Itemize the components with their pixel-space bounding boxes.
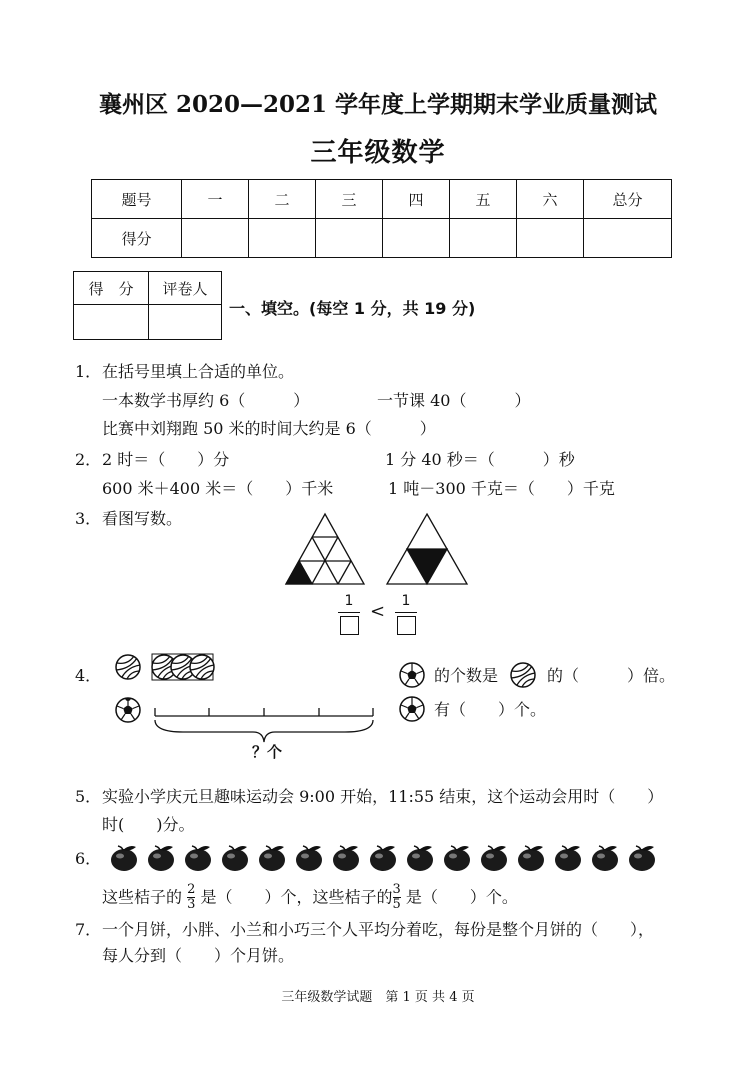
orange-icon — [592, 846, 618, 871]
fraction — [393, 883, 401, 913]
fraction-numerator: 1 — [401, 593, 411, 609]
grader-box — [73, 271, 222, 340]
question-number: 2． — [75, 450, 102, 469]
triangle-quarters — [387, 514, 467, 584]
soccer-ball-icon — [116, 698, 140, 722]
score-input-cell[interactable] — [584, 219, 672, 258]
answer-box[interactable] — [340, 616, 359, 635]
volleyball-icon — [509, 661, 537, 689]
q4-diagram — [113, 650, 383, 760]
volleyball-icon — [116, 655, 140, 679]
score-table-cell: 五 — [450, 180, 517, 219]
question-text: 在括号里填上合适的单位。 — [102, 362, 295, 381]
question-number: 1． — [75, 362, 102, 381]
score-table-cell: 总分 — [584, 180, 672, 219]
orange-icon — [518, 846, 544, 871]
brace — [155, 720, 373, 742]
score-table-cell: 得分 — [92, 219, 182, 258]
orange-icon — [555, 846, 581, 871]
soccer-ball-icon — [398, 695, 426, 723]
question-text: 的（ ）倍。 — [547, 666, 676, 685]
fraction-numerator: 3 — [392, 882, 401, 897]
question-text: 每人分到（ ）个月饼。 — [102, 946, 295, 965]
fraction-denominator: 5 — [392, 897, 401, 913]
page-footer: 三年级数学试题 第 1 页 共 4 页 — [281, 990, 475, 1005]
section-title: 一、填空。(每空 1 分，共 19 分) — [229, 299, 476, 318]
exam-subtitle: 三年级数学 — [310, 138, 446, 168]
question-number: 3． — [75, 509, 102, 528]
fraction-numerator: 2 — [187, 882, 196, 897]
question-text: 一个月饼，小胖、小兰和小巧三个人平均分着吃，每份是整个月饼的（ ）， — [102, 920, 655, 939]
question-number: 4． — [75, 666, 102, 685]
score-table-cell: 三 — [316, 180, 383, 219]
score-table-score-row — [92, 219, 672, 258]
fraction-comparison — [334, 593, 424, 639]
segment-line — [155, 708, 373, 716]
brace-label: ？个 — [252, 743, 283, 761]
orange-icon — [111, 846, 137, 871]
orange-icon — [185, 846, 211, 871]
fraction-bar — [395, 612, 417, 613]
score-table — [91, 179, 672, 258]
question-text: 看图写数。 — [102, 509, 183, 528]
question-text: 是（ ）个。 — [405, 887, 518, 907]
score-input-cell[interactable] — [450, 219, 517, 258]
score-input-cell[interactable] — [249, 219, 316, 258]
question-item: 600 米＋400 米＝（ ）千米 — [102, 479, 334, 498]
fraction-numerator: 1 — [344, 593, 354, 609]
fraction-triangles-figure — [284, 510, 476, 590]
question-number: 6． — [75, 849, 102, 868]
grader-score-label: 得 分 — [74, 272, 149, 305]
score-table-cell: 题号 — [92, 180, 182, 219]
score-input-cell[interactable] — [383, 219, 450, 258]
score-table-cell: 一 — [182, 180, 249, 219]
orange-icon — [444, 846, 470, 871]
orange-icon — [148, 846, 174, 871]
question-item: 2 时＝（ ）分 — [102, 450, 230, 469]
exam-title: 襄州区 2020—2021 学年度上学期期末学业质量测试 — [98, 91, 658, 118]
question-item: 比赛中刘翔跑 50 米的时间大约是 6（ ） — [102, 419, 436, 438]
question-item: 1 吨－300 千克＝（ ）千克 — [388, 479, 615, 498]
orange-icon — [481, 846, 507, 871]
orange-icon — [296, 846, 322, 871]
grader-score-cell[interactable] — [74, 305, 149, 340]
orange-icon — [407, 846, 433, 871]
orange-icon — [333, 846, 359, 871]
fraction — [187, 883, 195, 913]
question-text: 这些桔子的 — [102, 887, 183, 907]
oranges-row — [108, 843, 668, 873]
triangle-ninths — [286, 514, 364, 584]
score-input-cell[interactable] — [517, 219, 584, 258]
grader-name-label: 评卷人 — [149, 272, 222, 305]
question-text: 实验小学庆元旦趣味运动会 9:00 开始，11:55 结束，这个运动会用时（ ） — [102, 787, 664, 806]
question-item: 1 分 40 秒＝（ ）秒 — [385, 450, 575, 469]
volleyball-icon — [190, 655, 214, 679]
score-table-cell: 四 — [383, 180, 450, 219]
orange-icon — [222, 846, 248, 871]
soccer-ball-icon — [398, 661, 426, 689]
less-than-sign: < — [370, 601, 386, 622]
q6-line — [102, 883, 518, 913]
question-item: 一本数学书厚约 6（ ） — [102, 391, 310, 410]
orange-icon — [370, 846, 396, 871]
question-text: 的个数是 — [434, 666, 499, 685]
question-text: 有（ ）个。 — [434, 700, 547, 719]
orange-icon — [259, 846, 285, 871]
score-table-header-row — [92, 180, 672, 219]
score-input-cell[interactable] — [182, 219, 249, 258]
question-number: 7． — [75, 920, 102, 939]
question-number: 5． — [75, 787, 102, 806]
question-text: 时( )分。 — [102, 815, 195, 834]
answer-box[interactable] — [397, 616, 416, 635]
question-text: 是（ ）个，这些桔子的 — [200, 887, 393, 907]
orange-icon — [629, 846, 655, 871]
fraction-denominator: 3 — [187, 897, 196, 913]
score-table-cell: 六 — [517, 180, 584, 219]
fraction-bar — [338, 612, 360, 613]
score-input-cell[interactable] — [316, 219, 383, 258]
score-table-cell: 二 — [249, 180, 316, 219]
grader-name-cell[interactable] — [149, 305, 222, 340]
question-item: 一节课 40（ ） — [377, 391, 531, 410]
